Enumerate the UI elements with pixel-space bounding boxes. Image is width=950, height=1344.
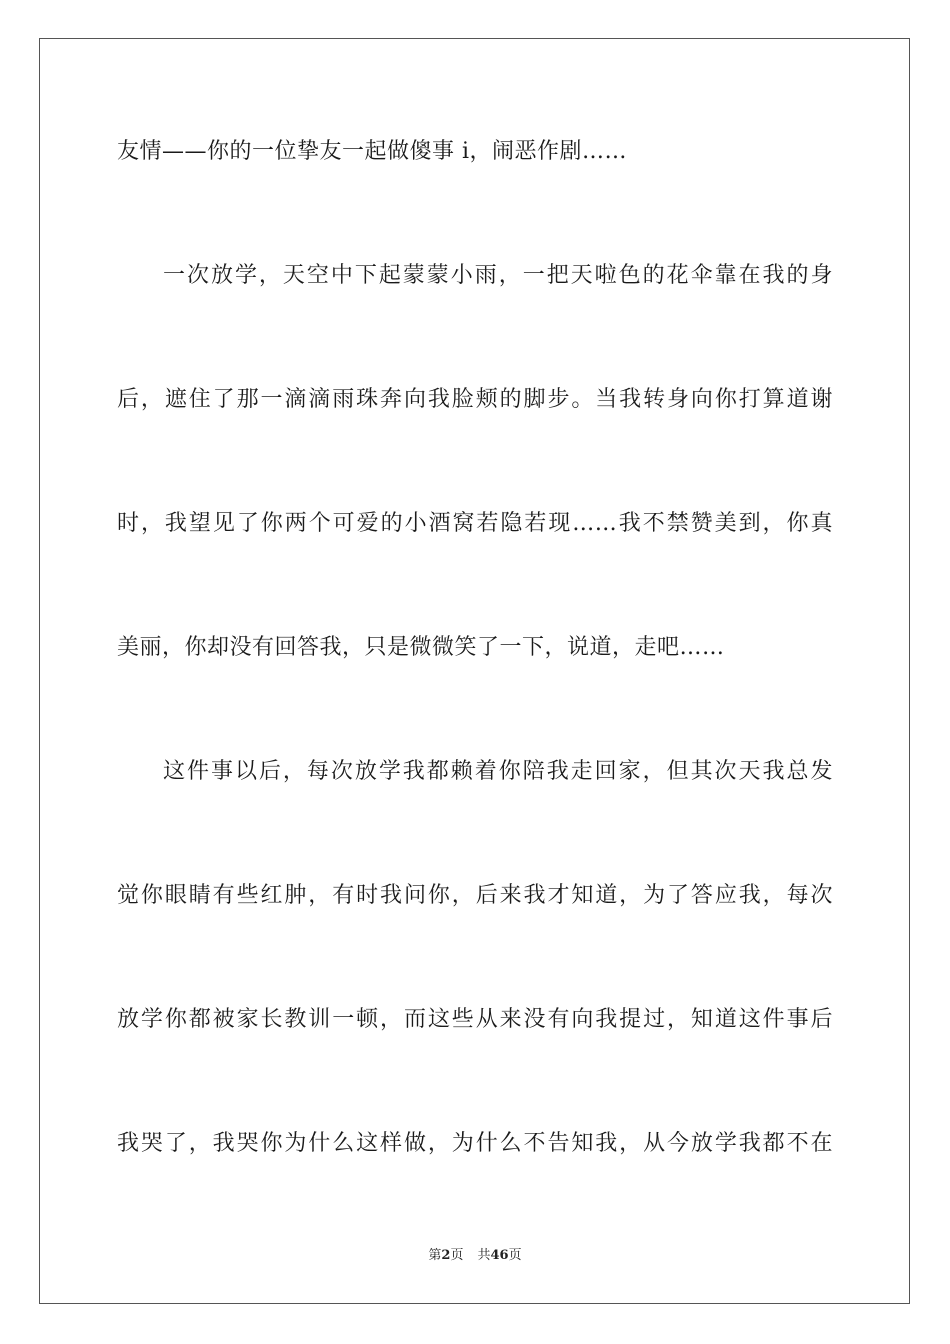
page-label-suffix: 页 xyxy=(450,1248,464,1263)
total-label-suffix: 页 xyxy=(508,1248,522,1263)
page-number: 2 xyxy=(441,1248,451,1263)
text-line-1: 友情——你的一位挚友一起做傻事 i，闹恶作剧…… xyxy=(117,139,628,164)
page-footer xyxy=(0,1246,950,1266)
text-line-7: 觉你眼睛有些红肿，有时我问你，后来我才知道，为了答应我，每次 xyxy=(117,883,833,908)
text-line-2: 一次放学，天空中下起蒙蒙小雨，一把天啦色的花伞靠在我的身 xyxy=(163,263,833,288)
text-line-6: 这件事以后，每次放学我都赖着你陪我走回家，但其次天我总发 xyxy=(163,759,833,784)
page-border xyxy=(39,38,910,1304)
total-pages: 46 xyxy=(490,1248,509,1263)
total-label-prefix: 共 xyxy=(477,1248,491,1263)
text-line-4: 时，我望见了你两个可爱的小酒窝若隐若现……我不禁赞美到，你真 xyxy=(117,511,833,536)
text-line-9: 我哭了，我哭你为什么这样做，为什么不告知我，从今放学我都不在 xyxy=(117,1131,833,1156)
page-label-prefix: 第 xyxy=(428,1248,442,1263)
text-line-3: 后，遮住了那一滴滴雨珠奔向我脸颊的脚步。当我转身向你打算道谢 xyxy=(117,387,833,412)
text-line-5: 美丽，你却没有回答我，只是微微笑了一下，说道，走吧…… xyxy=(117,635,725,660)
text-line-8: 放学你都被家长教训一顿，而这些从来没有向我提过，知道这件事后 xyxy=(117,1007,833,1032)
